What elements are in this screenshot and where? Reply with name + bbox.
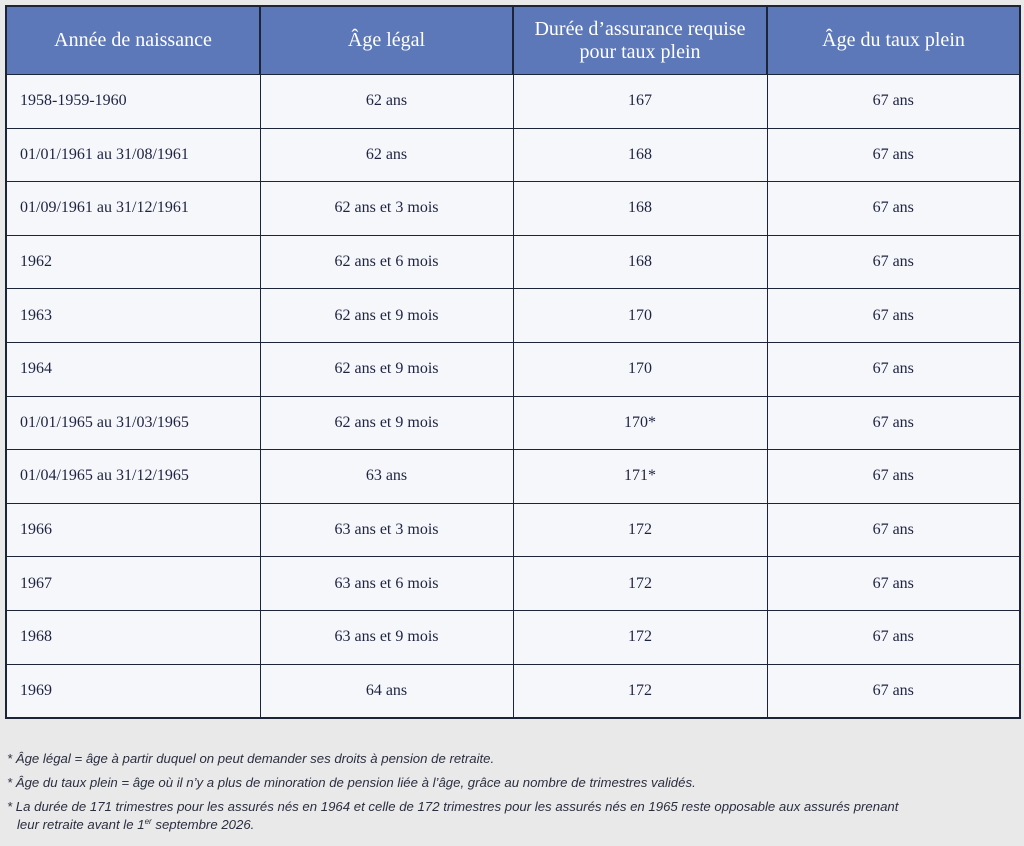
table-row [6,289,1020,343]
table-row [6,182,1020,236]
cell-full-rate-age: 67 ans [767,396,1020,450]
cell-insurance-duration: 170 [513,342,767,396]
table-body [6,75,1020,719]
cell-full-rate-age: 67 ans [767,450,1020,504]
cell-insurance-duration: 170 [513,289,767,343]
cell-legal-age: 62 ans et 3 mois [260,182,513,236]
cell-legal-age: 62 ans et 6 mois [260,235,513,289]
cell-birth-year: 01/01/1961 au 31/08/1961 [6,128,260,182]
cell-legal-age: 63 ans [260,450,513,504]
cell-insurance-duration: 168 [513,128,767,182]
cell-birth-year: 1966 [6,503,260,557]
footnote-text: septembre 2026. [151,817,255,832]
cell-full-rate-age: 67 ans [767,75,1020,129]
table-row [6,503,1020,557]
cell-birth-year: 01/04/1965 au 31/12/1965 [6,450,260,504]
cell-full-rate-age: 67 ans [767,342,1020,396]
cell-birth-year: 1963 [6,289,260,343]
cell-full-rate-age: 67 ans [767,128,1020,182]
header-legal-age: Âge légal [260,6,513,75]
header-full-rate-age: Âge du taux plein [767,6,1020,75]
footnote-text: leur retraite avant le 1 [17,817,145,832]
cell-full-rate-age: 67 ans [767,610,1020,664]
table-row [6,235,1020,289]
cell-legal-age: 63 ans et 6 mois [260,557,513,611]
cell-birth-year: 1967 [6,557,260,611]
cell-birth-year: 1968 [6,610,260,664]
cell-legal-age: 62 ans et 9 mois [260,342,513,396]
cell-birth-year: 1962 [6,235,260,289]
cell-legal-age: 62 ans [260,75,513,129]
cell-insurance-duration: 168 [513,182,767,236]
footnotes [7,747,1021,834]
cell-insurance-duration: 172 [513,503,767,557]
footnote-line-2 [7,816,254,834]
cell-full-rate-age: 67 ans [767,503,1020,557]
cell-full-rate-age: 67 ans [767,182,1020,236]
table-row [6,664,1020,718]
footnote-full-rate-age: * Âge du taux plein = âge où il n’y a plus de minoration de pension liée à l’âge, grâce au nombre de trimestres validés. [7,775,696,790]
cell-insurance-duration: 168 [513,235,767,289]
cell-insurance-duration: 170* [513,396,767,450]
cell-insurance-duration: 171* [513,450,767,504]
table-row [6,610,1020,664]
cell-birth-year: 01/01/1965 au 31/03/1965 [6,396,260,450]
cell-insurance-duration: 172 [513,610,767,664]
header-row [6,6,1020,75]
table-header [6,6,1020,75]
cell-birth-year: 1969 [6,664,260,718]
cell-insurance-duration: 167 [513,75,767,129]
footnote-insurance-duration [7,798,1021,834]
footnote-line-1: * La durée de 171 trimestres pour les assurés nés en 1964 et celle de 172 trimestres pour les assurés nés en 1965 reste opposable aux assurés prenant [7,799,899,814]
cell-legal-age: 62 ans [260,128,513,182]
cell-insurance-duration: 172 [513,557,767,611]
ordinal-suffix: er [144,817,152,826]
cell-legal-age: 62 ans et 9 mois [260,396,513,450]
cell-full-rate-age: 67 ans [767,235,1020,289]
table-row [6,396,1020,450]
table-row [6,342,1020,396]
cell-birth-year: 01/09/1961 au 31/12/1961 [6,182,260,236]
cell-legal-age: 62 ans et 9 mois [260,289,513,343]
footnote-legal-age: * Âge légal = âge à partir duquel on peut demander ses droits à pension de retraite. [7,751,495,766]
header-birth-year: Année de naissance [6,6,260,75]
table-row [6,75,1020,129]
cell-legal-age: 63 ans et 3 mois [260,503,513,557]
cell-legal-age: 64 ans [260,664,513,718]
cell-legal-age: 63 ans et 9 mois [260,610,513,664]
cell-full-rate-age: 67 ans [767,557,1020,611]
cell-birth-year: 1964 [6,342,260,396]
cell-full-rate-age: 67 ans [767,289,1020,343]
cell-insurance-duration: 172 [513,664,767,718]
cell-birth-year: 1958-1959-1960 [6,75,260,129]
table-row [6,450,1020,504]
retirement-age-table [5,5,1021,719]
table-row [6,557,1020,611]
table-row [6,128,1020,182]
cell-full-rate-age: 67 ans [767,664,1020,718]
header-insurance-duration: Durée d’assurance requise pour taux plein [513,6,767,75]
